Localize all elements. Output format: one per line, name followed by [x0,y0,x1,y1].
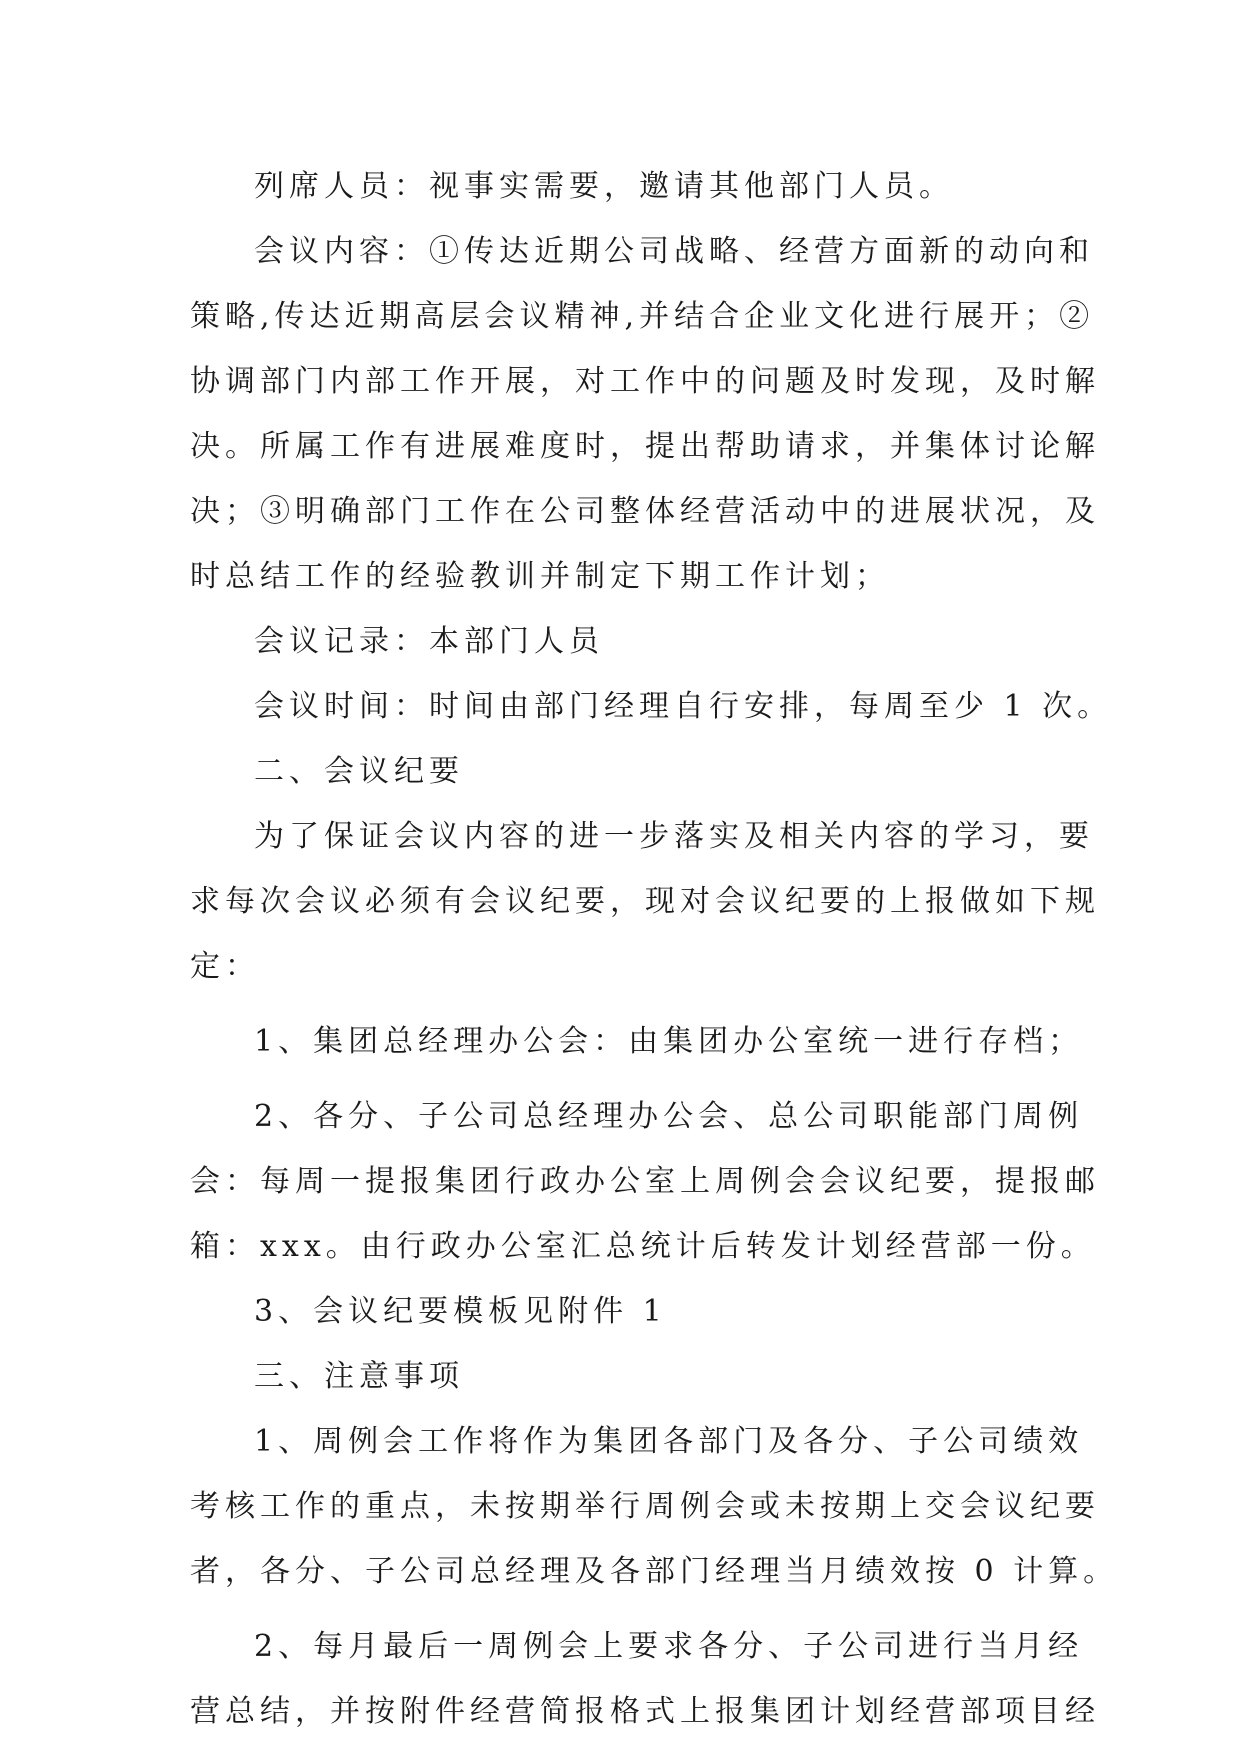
list-item-minutes-3: 3、会议纪要模板见附件 1 [254,1294,667,1329]
paragraph-content-cont: 决；③明确部门工作在公司整体经营活动中的进展状况，及 [190,494,1100,529]
list-item-notes-1: 1、周例会工作将作为集团各部门及各分、子公司绩效 [254,1424,1084,1459]
list-item-notes-2: 2、每月最后一周例会上要求各分、子公司进行当月经 [254,1629,1084,1664]
list-item-minutes-2-cont: 箱：xxx。由行政办公室汇总统计后转发计划经营部一份。 [190,1229,1096,1264]
paragraph-minutes-intro: 为了保证会议内容的进一步落实及相关内容的学习，要 [254,819,1094,854]
paragraph-attendees: 列席人员：视事实需要，邀请其他部门人员。 [254,169,954,204]
paragraph-content-cont: 时总结工作的经验教训并制定下期工作计划； [190,559,890,594]
list-item-minutes-2: 2、各分、子公司总经理办公会、总公司职能部门周例 [254,1099,1084,1134]
list-item-minutes-2-cont: 会：每周一提报集团行政办公室上周例会会议纪要，提报邮 [190,1164,1100,1199]
paragraph-minutes-intro-cont: 定： [190,949,260,984]
section-heading-notes: 三、注意事项 [254,1359,464,1394]
paragraph-time: 会议时间：时间由部门经理自行安排，每周至少 1 次。 [254,689,1113,724]
paragraph-content-cont: 协调部门内部工作开展，对工作中的问题及时发现，及时解 [190,364,1100,399]
list-item-notes-1-cont: 考核工作的重点，未按期举行周例会或未按期上交会议纪要 [190,1489,1100,1524]
list-item-minutes-1: 1、集团总经理办公会：由集团办公室统一进行存档； [254,1024,1084,1059]
paragraph-content-cont: 策略,传达近期高层会议精神,并结合企业文化进行展开；② [190,299,1095,334]
paragraph-recorder: 会议记录：本部门人员 [254,624,604,659]
list-item-notes-2-cont: 营总结，并按附件经营简报格式上报集团计划经营部项目经 [190,1694,1100,1729]
document-body [190,154,1119,1744]
paragraph-minutes-intro-cont: 求每次会议必须有会议纪要，现对会议纪要的上报做如下规 [190,884,1100,919]
section-heading-minutes: 二、会议纪要 [254,754,464,789]
paragraph-content: 会议内容：①传达近期公司战略、经营方面新的动向和 [254,234,1094,269]
paragraph-content-cont: 决。所属工作有进展难度时，提出帮助请求，并集体讨论解 [190,429,1100,464]
list-item-notes-1-cont: 者，各分、子公司总经理及各部门经理当月绩效按 0 计算。 [190,1554,1119,1589]
